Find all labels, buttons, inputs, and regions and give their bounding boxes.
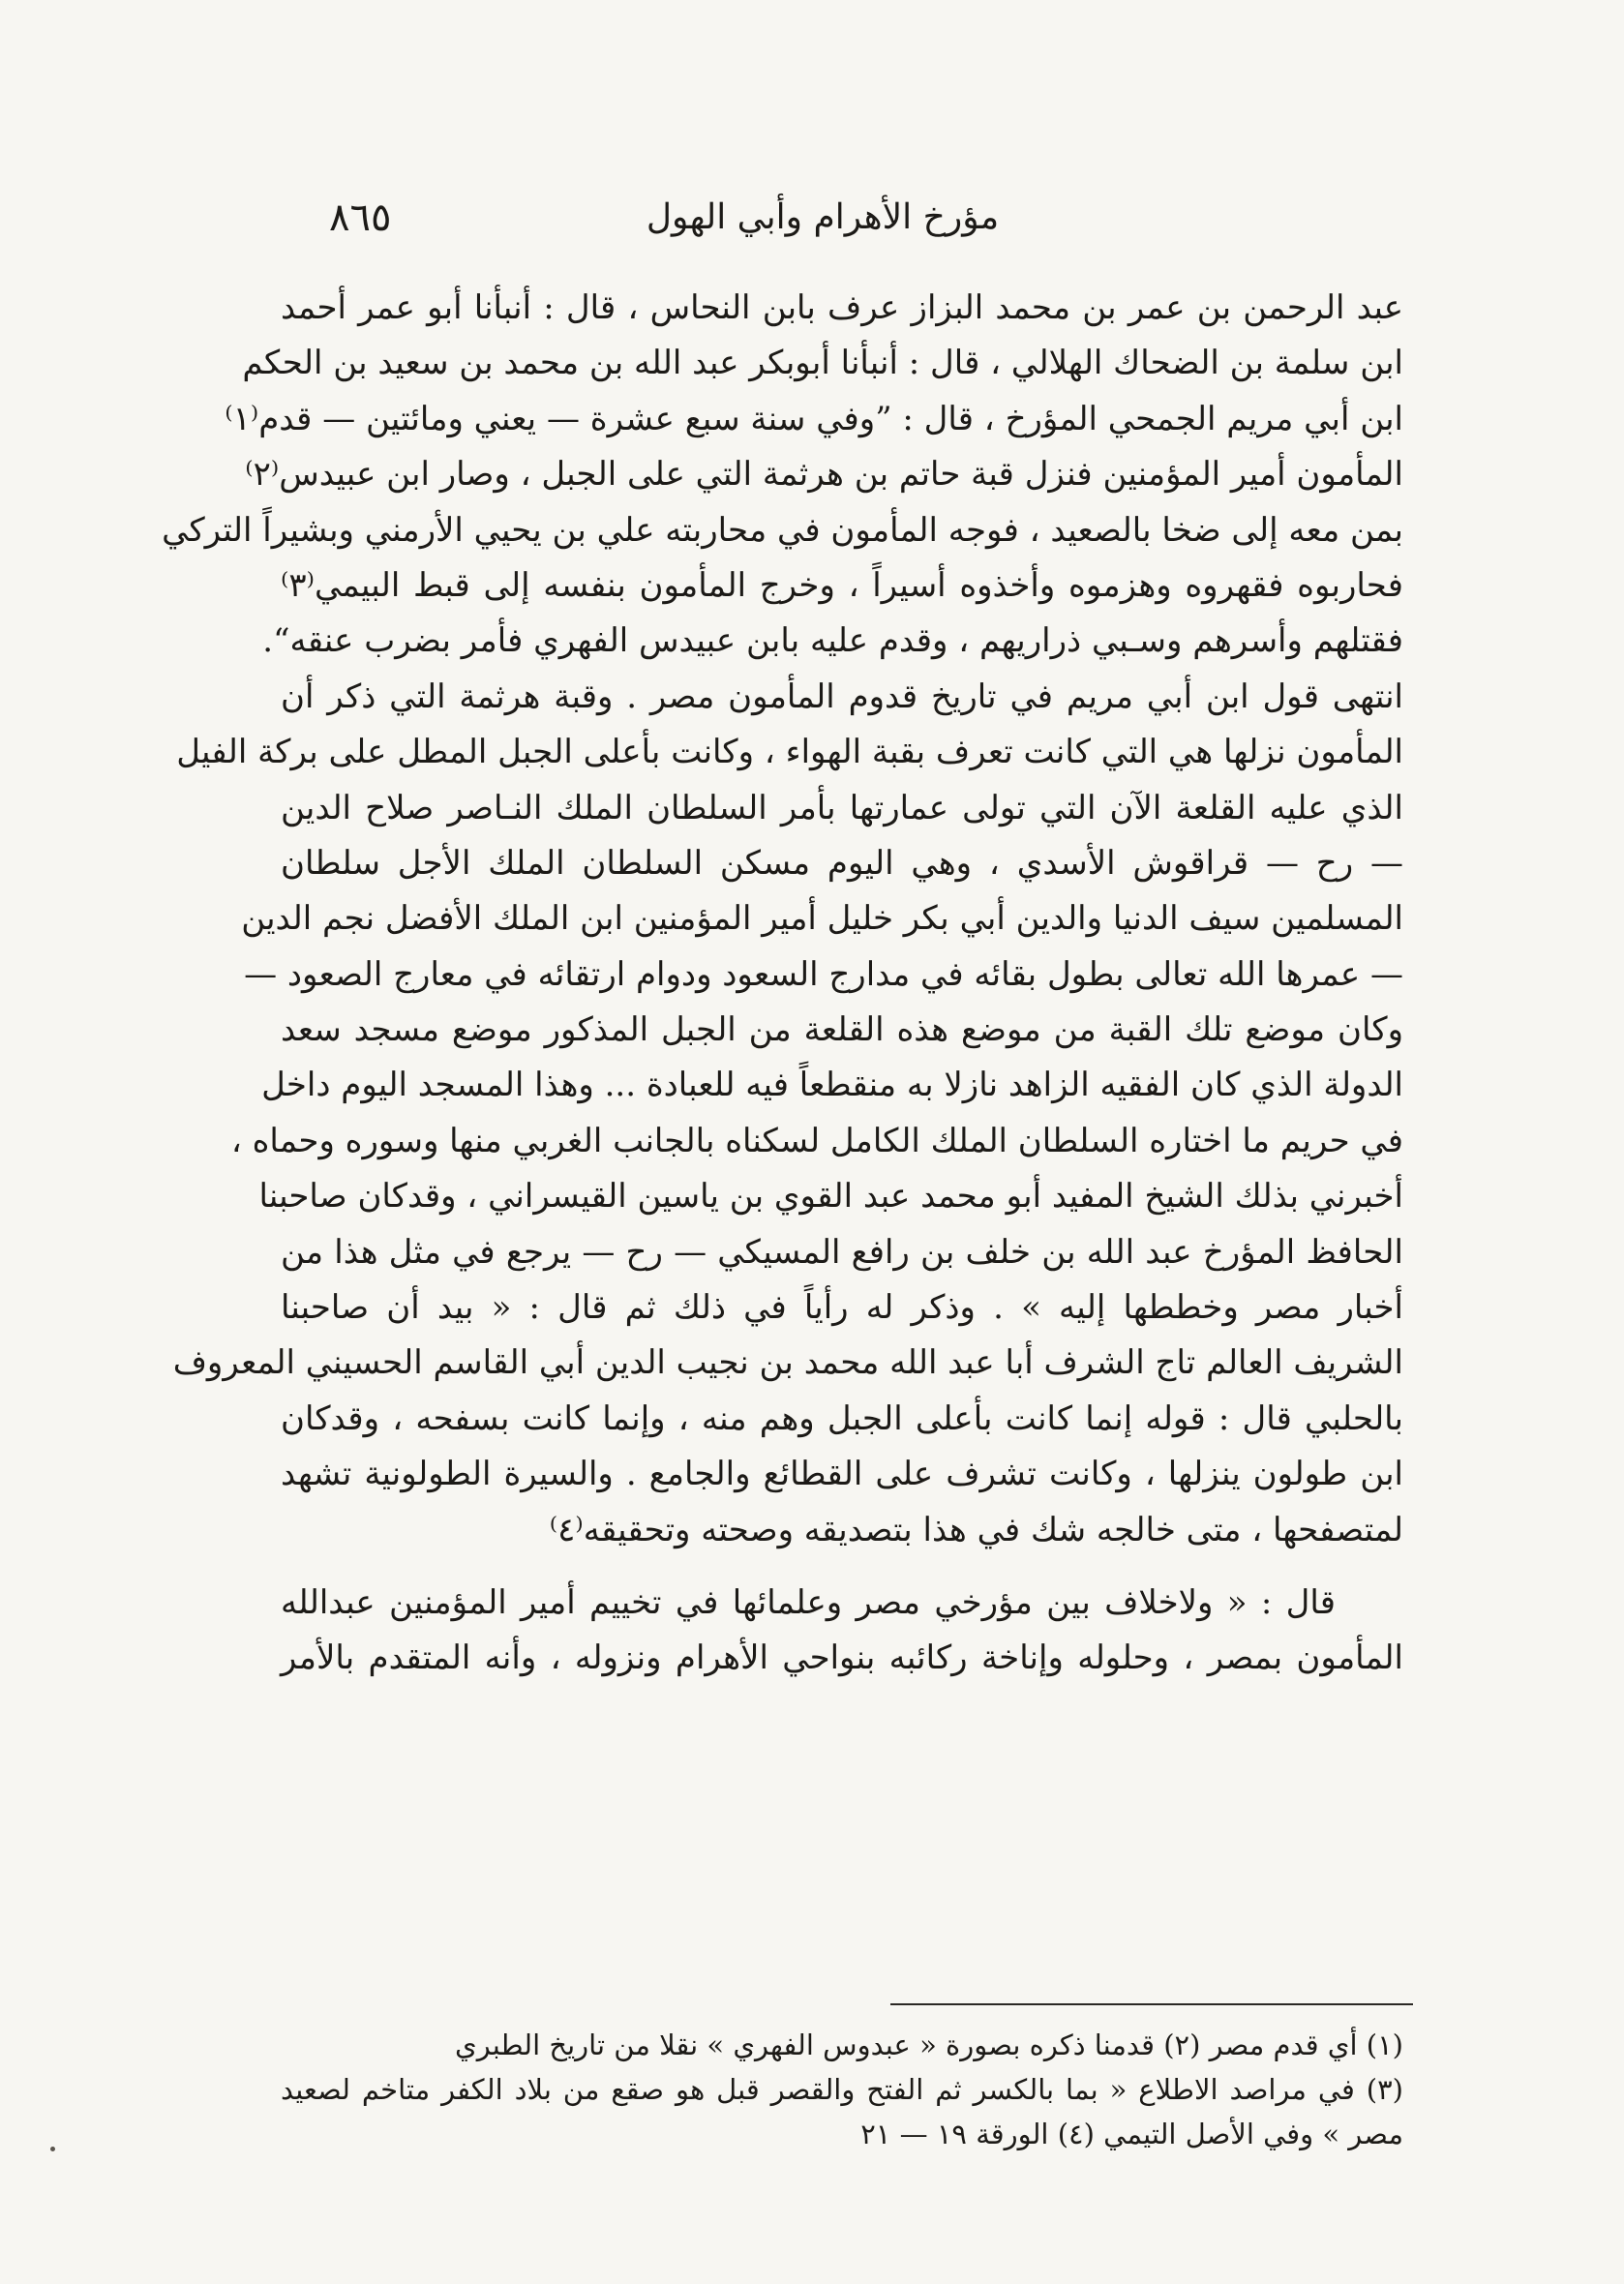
footnote-line: (٣) في مراصد الاطلاع « بما بالكسر ثم الفتح والقصر قبل هو صقع من بلاد الكفر متاخم لصعيد: [281, 2073, 1403, 2106]
text-line: — رح — قراقوش الأسدي ، وهي اليوم مسكن السلطان الملك الأجل سلطان: [281, 843, 1403, 883]
text-line: انتهى قول ابن أبي مريم في تاريخ قدوم المأمون مصر . وقبة هرثمة التي ذكر أن: [281, 676, 1403, 716]
text-line: الشريف العالم تاج الشرف أبا عبد الله محمد بن نجيب الدين أبي القاسم الحسيني المعروف: [172, 1343, 1403, 1383]
text-line: فقتلهم وأسرهم وسـبي ذراريهم ، وقدم عليه بابن عبيدس الفهري فأمر بضرب عنقه“.: [262, 621, 1403, 661]
running-title: مؤرخ الأهرام وأبي الهول: [646, 197, 1000, 237]
text-line: فحاربوه فقهروه وهزموه وأخذوه أسيراً ، وخرج المأمون بنفسه إلى قبط البيمي⁽٣⁾: [281, 565, 1403, 605]
footnotes: [281, 2023, 1403, 2156]
text-line: المسلمين سيف الدنيا والدين أبي بكر خليل أمير المؤمنين ابن الملك الأفضل نجم الدين: [241, 899, 1403, 939]
text-line: الذي عليه القلعة الآن التي تولى عمارتها بأمر السلطان الملك النـاصر صلاح الدين: [281, 788, 1403, 827]
page-number: ٨٦٥: [329, 195, 392, 240]
text-line: المأمون نزلها هي التي كانت تعرف بقبة الهواء ، وكانت بأعلى الجبل المطل على بركة الفيل: [176, 733, 1403, 772]
text-line: في حريم ما اختاره السلطان الملك الكامل لسكناه بالجانب الغربي منها وسوره وحماه ،: [230, 1121, 1403, 1160]
text-line: المأمون أمير المؤمنين فنزل قبة حاتم بن هرثمة التي على الجبل ، وصار ابن عبيدس⁽٢⁾: [245, 455, 1403, 495]
text-line: الحافظ المؤرخ عبد الله بن خلف بن رافع المسيكي — رح — يرجع في مثل هذا من: [281, 1232, 1403, 1272]
text-line: قال : « ولاخلاف بين مؤرخي مصر وعلمائها في تخييم أمير المؤمنين عبدالله: [281, 1582, 1336, 1622]
main-text: [162, 281, 1403, 1687]
text-line: أخبار مصر وخططها إليه » . وذكر له رأياً في ذلك ثم قال : « بيد أن صاحبنا: [281, 1288, 1403, 1328]
footnote-line: (١) أي قدم مصر (٢) قدمنا ذكره بصورة « عبدوس الفهري » نقلا من تاريخ الطبري: [455, 2029, 1403, 2061]
text-line: — عمرها الله تعالى بطول بقائه في مدارج السعود ودوام ارتقائه في معارج الصعود —: [244, 954, 1403, 994]
paragraph-gap: [281, 1558, 1403, 1576]
text-line: ابن طولون ينزلها ، وكانت تشرف على القطائع والجامع . والسيرة الطولونية تشهد: [281, 1455, 1403, 1494]
text-line: بمن معه إلى ضخا بالصعيد ، فوجه المأمون في محاربته علي بن يحيي الأرمني وبشيراً التركي: [162, 510, 1403, 550]
paper-speck: [50, 2147, 55, 2151]
footnote-separator: [890, 2003, 1413, 2005]
text-line: لمتصفحها ، متى خالجه شك في هذا بتصديقه وصحته وتحقيقه⁽٤⁾: [549, 1510, 1403, 1549]
text-line: وكان موضع تلك القبة من موضع هذه القلعة من الجبل المذكور موضع مسجد سعد: [281, 1010, 1403, 1050]
text-line: عبد الرحمن بن عمر بن محمد البزاز عرف بابن النحاس ، قال : أنبأنا أبو عمر أحمد: [281, 288, 1403, 327]
text-line: بالحلبي قال : قوله إنما كانت بأعلى الجبل وهم منه ، وإنما كانت بسفحه ، وقدكان: [281, 1398, 1403, 1438]
text-line: الدولة الذي كان الفقيه الزاهد نازلا به منقطعاً فيه للعبادة ... وهذا المسجد اليوم داخل: [261, 1066, 1403, 1105]
footnote-line: مصر » وفي الأصل التيمي (٤) الورقة ١٩ — ٢١: [860, 2118, 1403, 2150]
text-line: أخبرني بذلك الشيخ المفيد أبو محمد عبد القوي بن ياسين القيسراني ، وقدكان صاحبنا: [258, 1177, 1403, 1217]
page-header: [281, 184, 1365, 252]
text-line: المأمون بمصر ، وحلوله وإناخة ركائبه بنواحي الأهرام ونزوله ، وأنه المتقدم بالأمر: [281, 1638, 1403, 1678]
text-line: ابن أبي مريم الجمحي المؤرخ ، قال : ”وفي سنة سبع عشرة — يعني ومائتين — قدم⁽١⁾: [225, 399, 1403, 438]
text-line: ابن سلمة بن الضحاك الهلالي ، قال : أنبأنا أبوبكر عبد الله بن محمد بن سعيد بن الحكم: [242, 344, 1403, 383]
